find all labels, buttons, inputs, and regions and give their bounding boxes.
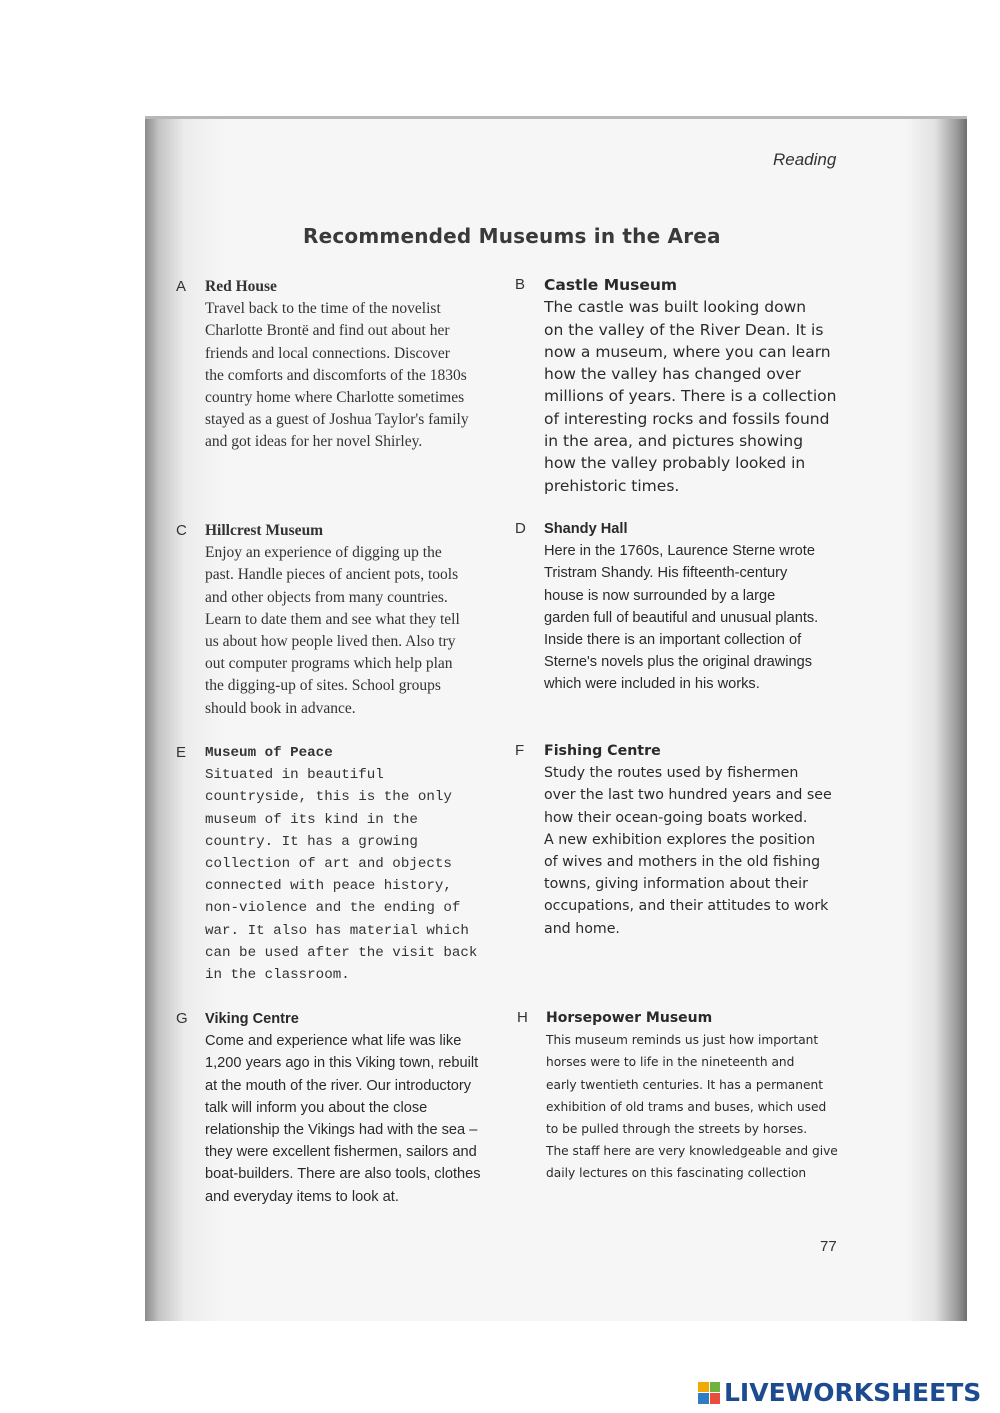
section-header: Reading <box>773 150 837 169</box>
entry-title: Hillcrest Museum <box>205 522 324 539</box>
liveworksheets-watermark <box>698 1378 981 1407</box>
entry-title: Red House <box>205 278 277 295</box>
entry-title: Horsepower Museum <box>546 1010 713 1026</box>
entry-letter: E <box>176 744 187 761</box>
entry-text: The castle was built looking down on the valley of the River Dean. It is now a museum, where you can learn how the valley has changed over millions of years. There is a collection of interesting rocks and fossils found in the area, and pictures showing how the valley probably looked in prehistoric times. <box>544 298 837 495</box>
page-top-edge <box>145 116 967 119</box>
entry-letter: H <box>517 1009 528 1026</box>
page-number: 77 <box>820 1238 837 1255</box>
entry-title: Castle Museum <box>544 276 678 294</box>
entry-text: Travel back to the time of the novelist Charlotte Brontë and find out about her friends and local connections. Discover the comforts and discomforts of the 1830s country home where Charlotte sometimes stayed as a guest of Joshua Taylor's family and got ideas for her novel Shirley. <box>205 300 469 451</box>
entry-text: Enjoy an experience of digging up the past. Handle pieces of ancient pots, tools and other objects from many countries. Learn to date them and see what they tell us about how people lived then. Also try out computer programs which help plan the digging-up of sites. School groups should book in advance. <box>205 544 460 717</box>
entry-title: Shandy Hall <box>544 521 628 537</box>
entry-title: Fishing Centre <box>544 743 661 759</box>
entry-title: Museum of Peace <box>205 745 333 761</box>
entry-letter: G <box>176 1010 188 1027</box>
entry-letter: B <box>515 276 526 293</box>
page-title: Recommended Museums in the Area <box>303 224 721 248</box>
entry-text: Come and experience what life was like 1,200 years ago in this Viking town, rebuilt at the mouth of the river. Our introductory talk will inform you about the close relationship the Vikings had with the sea – they were excellent fishermen, sailors and boat-builders. There are also tools, clothes and everyday items to look at. <box>205 1033 481 1205</box>
entry-text: Here in the 1760s, Laurence Sterne wrote Tristram Shandy. His fifteenth-century house is now surrounded by a large garden full of beautiful and unusual plants. Inside there is an important collection of Sterne's novels plus the original drawings which were included in his works. <box>544 543 819 693</box>
entry-text: Situated in beautiful countryside, this is the only museum of its kind in the country. It has a growing collection of art and objects connected with peace history, non-violence and the ending of war. It also has material which can be used after the visit back in the classroom. <box>205 767 478 984</box>
entry-text: Study the routes used by fishermen over the last two hundred years and see how their ocean-going boats worked. A new exhibition explores the position of wives and mothers in the old fishing towns, giving information about their occupations, and their attitudes to work and home. <box>544 765 832 937</box>
entry-letter: C <box>176 522 187 539</box>
entry-letter: A <box>176 278 187 295</box>
entry-text: This museum reminds us just how important horses were to life in the nineteenth and early twentieth centuries. It has a permanent exhibition of old trams and buses, which used to be pulled through the streets by horses. The staff here are very knowledgeable and give daily lectures on this fascinating collection <box>546 1033 838 1181</box>
entry-title: Viking Centre <box>205 1011 299 1027</box>
watermark-text: LIVEWORKSHEETS <box>724 1378 982 1407</box>
entry-letter: D <box>515 520 526 537</box>
entry-letter: F <box>515 742 525 759</box>
liveworksheets-logo-icon <box>698 1382 720 1404</box>
